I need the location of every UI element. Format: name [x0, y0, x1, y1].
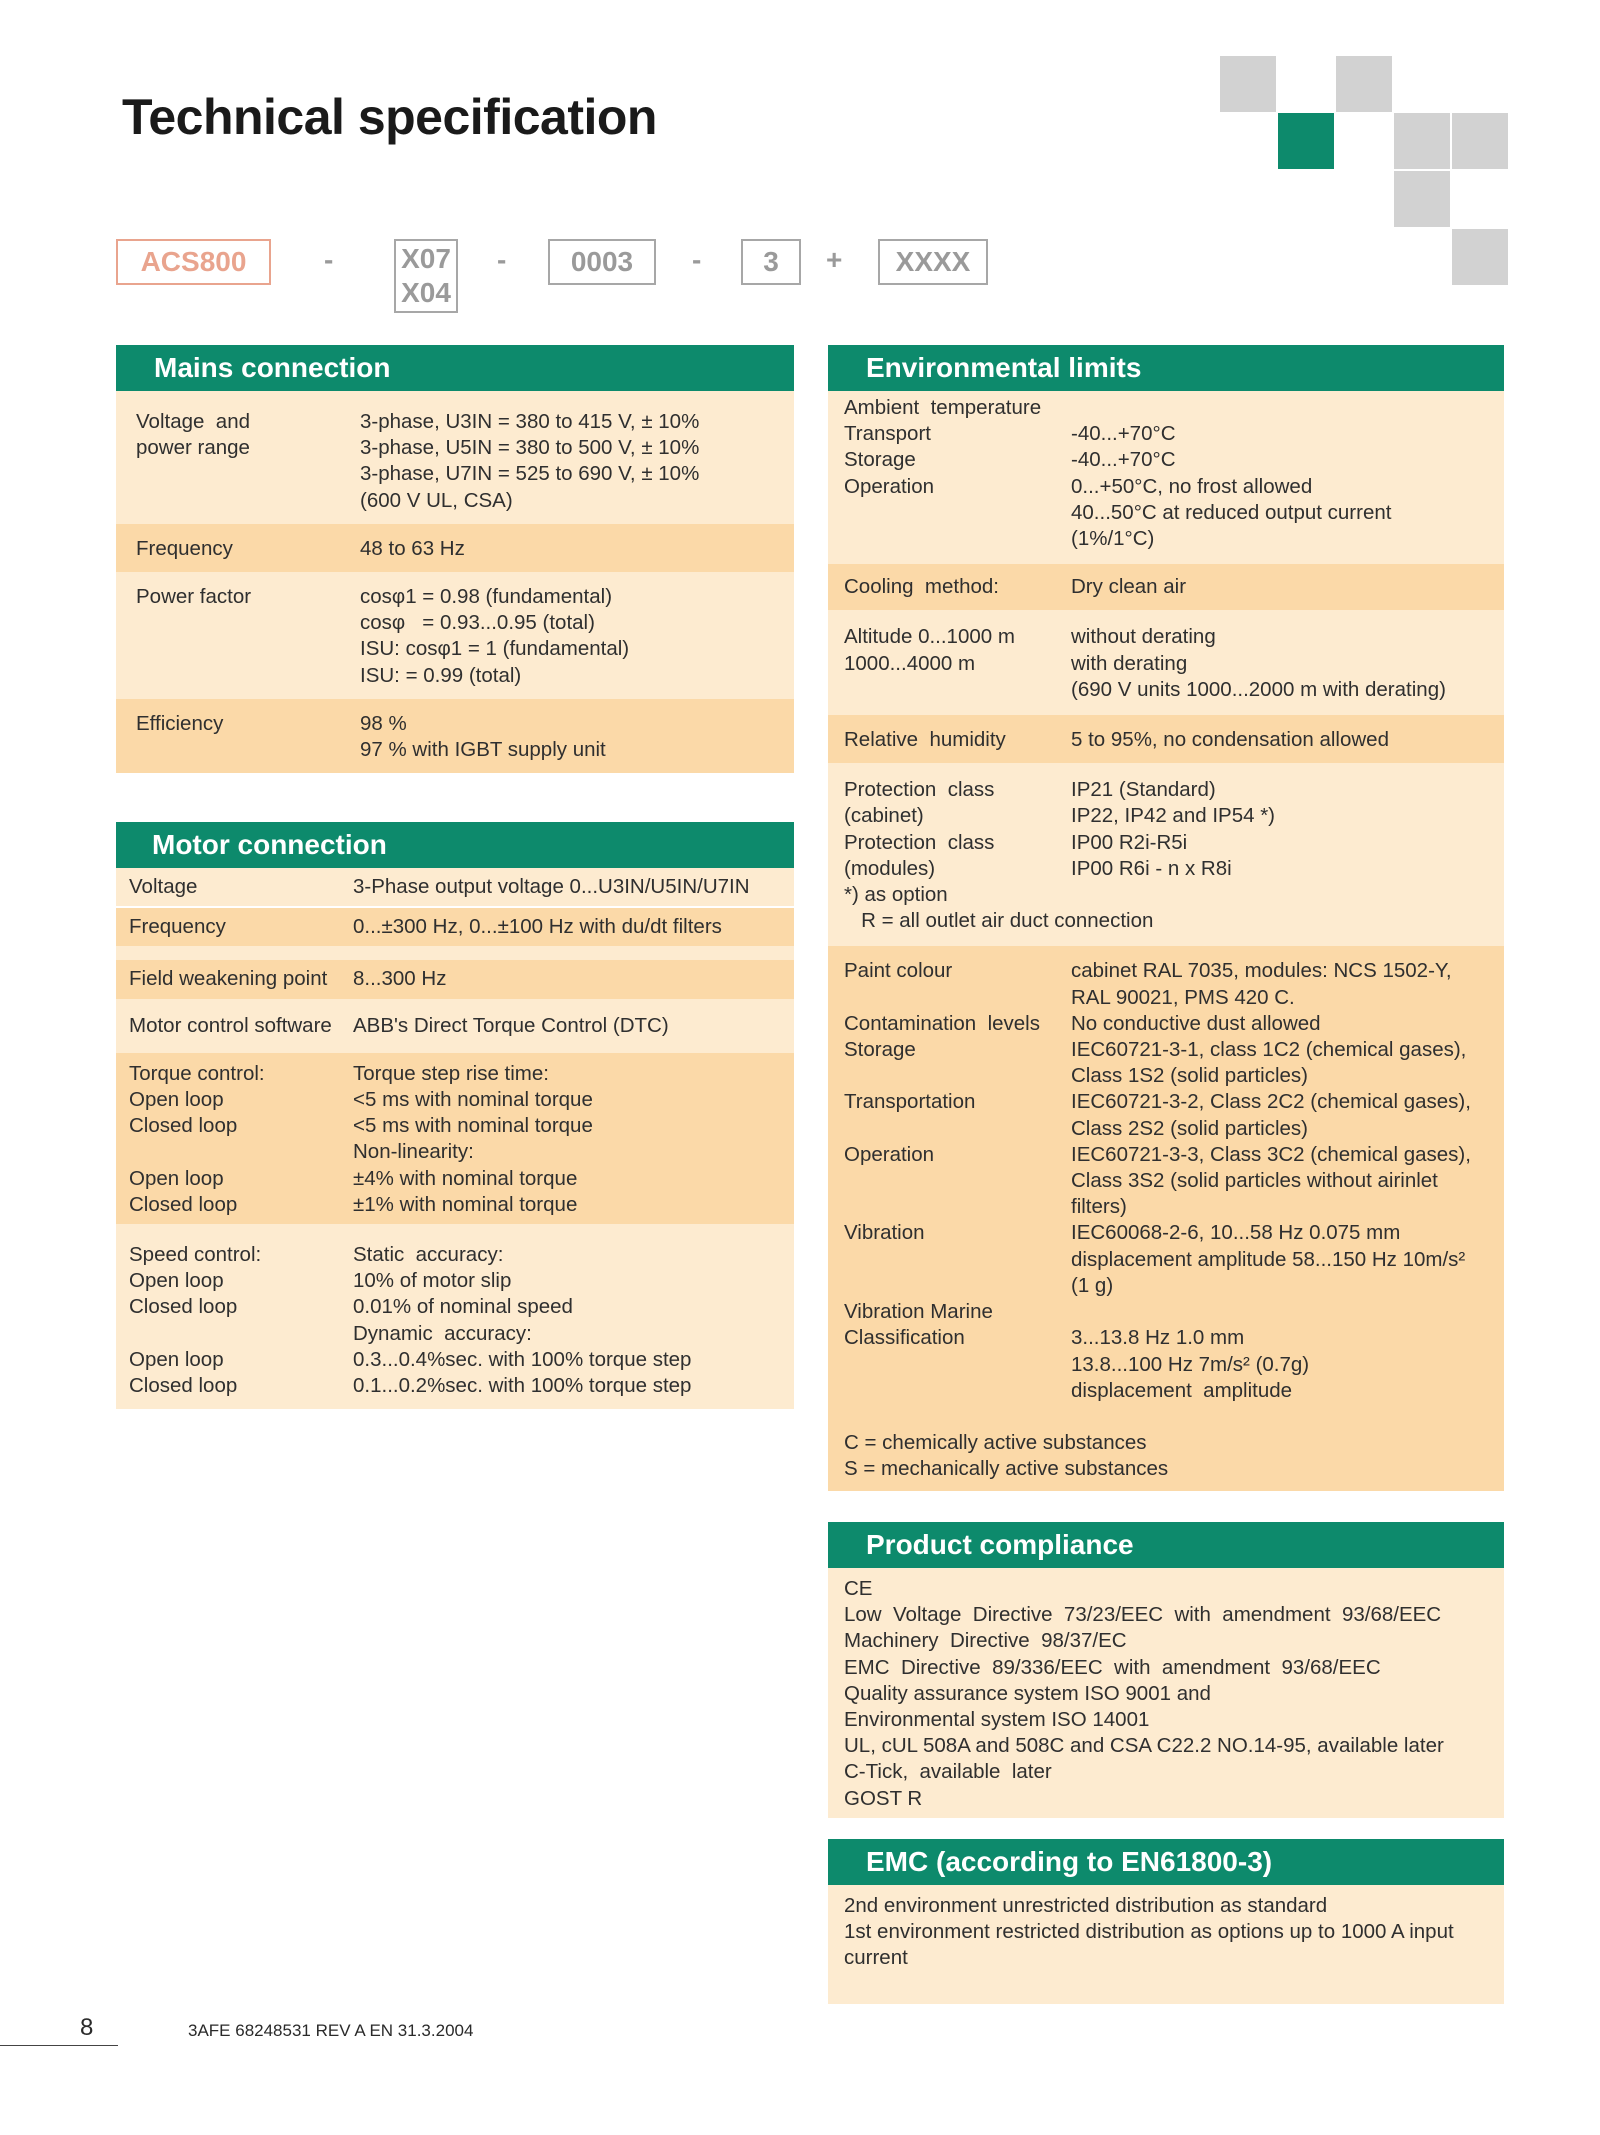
- spec-label: Speed control: Open loop Closed loop Open loop Closed loop: [129, 1243, 262, 1398]
- footer-rule: [0, 2045, 118, 2046]
- type-code-voltage: 3: [741, 239, 801, 285]
- spec-value: Torque step rise time: <5 ms with nominal torque <5 ms with nominal torque Non-linearity: ±4% with nominal torque ±1% with nominal torque: [353, 1061, 593, 1216]
- spec-value: 98 % 97 % with IGBT supply unit: [360, 711, 606, 762]
- mains-connection-heading: Mains connection: [116, 345, 794, 391]
- motor-connection-heading: Motor connection: [116, 822, 794, 868]
- spec-row-torque-control: [116, 1053, 794, 1224]
- spec-value: cabinet RAL 7035, modules: NCS 1502-Y, RAL 90021, PMS 420 C. No conductive dust allowed IEC60721-3-1, class 1C2 (chemical gases), Class 1S2 (solid particles) IEC60721-3-2, Class 2C2 (chemical gases), Class 2S2 (solid particles) IEC60721-3-3, Class 3C2 (chemical gases), Class 3S2 (solid particles without airinlet filters) IEC60068-2-6, 10...58 Hz 0.075 mm displacement amplitude 58...150 Hz 10m/s² (1 g) 3...13.8 Hz 1.0 mm 13.8...100 Hz 7m/s² (0.7g) displacement amplitude: [1071, 959, 1471, 1402]
- spec-row-voltage: [116, 397, 794, 524]
- deco-square: [1336, 56, 1392, 112]
- spec-value: IP21 (Standard) IP22, IP42 and IP54 *) IP00 R2i-R5i IP00 R6i - n x R8i: [1071, 778, 1275, 880]
- type-code-separator: -: [324, 244, 334, 275]
- spec-label: Torque control: Open loop Closed loop Open loop Closed loop: [129, 1061, 265, 1216]
- deco-square: [1452, 113, 1508, 169]
- emc-panel: [828, 1839, 1504, 2004]
- environmental-limits-panel: [828, 345, 1504, 1491]
- spec-row-efficiency: [116, 699, 794, 773]
- spec-row-voltage: [116, 868, 794, 906]
- spec-value: cosφ1 = 0.98 (fundamental) cosφ = 0.93...0.95 (total) ISU: cosφ1 = 1 (fundamental) ISU: = 0.99 (total): [360, 585, 630, 687]
- spec-value: without derating with derating (690 V units 1000...2000 m with derating): [1071, 625, 1446, 701]
- spec-row-relative-humidity: [828, 715, 1504, 763]
- spec-row-control-software: [116, 999, 794, 1053]
- spec-label: Power factor: [136, 585, 252, 609]
- type-code-separator: +: [826, 244, 843, 275]
- spec-value: 48 to 63 Hz: [360, 536, 465, 560]
- type-code-variant: [394, 239, 458, 313]
- spec-label: Voltage and power range: [136, 410, 250, 460]
- spec-value: Dry clean air: [1071, 575, 1187, 599]
- spec-row-frequency: [116, 524, 794, 572]
- type-code-options: XXXX: [878, 239, 988, 285]
- spec-value: ABB's Direct Torque Control (DTC): [353, 1013, 669, 1037]
- emc-text: 2nd environment unrestricted distribution as standard 1st environment restricted distribution as options up to 1000 A input current: [828, 1885, 1504, 2004]
- deco-square-green: [1278, 113, 1334, 169]
- product-compliance-text: CE Low Voltage Directive 73/23/EEC with amendment 93/68/EEC Machinery Directive 98/37/EC EMC Directive 89/336/EEC with amendment 93/68/EEC Quality assurance system ISO 9001 and Environmental system ISO 14001 UL, cUL 508A and 508C and CSA C22.2 NO.14-95, available later C-Tick, available later GOST R: [828, 1568, 1504, 1818]
- type-code-size: 0003: [548, 239, 656, 285]
- spacer: [116, 946, 794, 960]
- type-code-drive: ACS800: [116, 239, 271, 285]
- deco-square: [1394, 113, 1450, 169]
- spec-label: Cooling method:: [844, 575, 999, 599]
- spec-label: Ambient temperature Transport Storage Operation: [844, 396, 1042, 498]
- spec-value: -40...+70°C -40...+70°C 0...+50°C, no frost allowed 40...50°C at reduced output current (1%/1°C): [1071, 422, 1392, 551]
- spec-row-field-weakening: [116, 960, 794, 998]
- spec-row-frequency: [116, 908, 794, 946]
- page-title: Technical specification: [122, 89, 657, 145]
- spec-label: Motor control software: [129, 1013, 332, 1037]
- type-code-separator: -: [692, 244, 702, 275]
- spec-row-protection-class: [828, 763, 1504, 946]
- spec-label: Frequency: [136, 536, 233, 560]
- spec-value: 0...±300 Hz, 0...±100 Hz with du/dt filters: [353, 915, 722, 939]
- spec-label: Frequency: [129, 915, 226, 939]
- spec-label: Field weakening point: [129, 967, 328, 991]
- environmental-limits-heading: Environmental limits: [828, 345, 1504, 391]
- page-number: 8: [80, 2014, 94, 2041]
- mains-connection-panel: [116, 345, 794, 773]
- spec-label: Altitude 0...1000 m 1000...4000 m: [844, 625, 1015, 675]
- spec-label: Voltage: [129, 875, 198, 898]
- spec-value: 5 to 95%, no condensation allowed: [1071, 728, 1389, 752]
- deco-square: [1452, 229, 1508, 285]
- emc-heading: EMC (according to EN61800-3): [828, 1839, 1504, 1885]
- spec-value: 3-Phase output voltage 0...U3IN/U5IN/U7IN: [353, 875, 750, 898]
- deco-square: [1394, 171, 1450, 227]
- spec-row-ambient-temperature: [828, 391, 1504, 564]
- spec-row-paint-contamination-vibration: [828, 946, 1504, 1490]
- spec-label: Protection class (cabinet) Protection class (modules) *) as option R = all outlet air duct connection: [844, 778, 1154, 933]
- type-code-variant-1: X07: [401, 243, 451, 274]
- spec-row-cooling-method: [828, 564, 1504, 610]
- document-id: 3AFE 68248531 REV A EN 31.3.2004: [188, 2021, 474, 2040]
- type-code-separator: -: [497, 244, 507, 275]
- spec-label: Relative humidity: [844, 728, 1006, 752]
- spec-value: Static accuracy: 10% of motor slip 0.01% of nominal speed Dynamic accuracy: 0.3...0.4%sec. with 100% torque step 0.1...0.2%sec. with 100% torque step: [353, 1243, 692, 1398]
- spec-label: Efficiency: [136, 711, 224, 735]
- spec-label: Paint colour Contamination levels Storage Transportation Operation Vibration Vibration Marine Classification C = chemically active substances S = mechanically active substances: [844, 959, 1169, 1481]
- spec-value: 3-phase, U3IN = 380 to 415 V, ± 10% 3-phase, U5IN = 380 to 500 V, ± 10% 3-phase, U7IN = 525 to 690 V, ± 10% (600 V UL, CSA): [360, 410, 700, 512]
- spec-row-power-factor: [116, 572, 794, 699]
- product-compliance-heading: Product compliance: [828, 1522, 1504, 1568]
- spec-row-speed-control: [116, 1224, 794, 1409]
- type-code-variant-2: X04: [401, 277, 451, 308]
- spec-row-altitude: [828, 610, 1504, 715]
- motor-connection-panel: [116, 822, 794, 1409]
- spec-value: 8...300 Hz: [353, 967, 447, 991]
- product-compliance-panel: [828, 1522, 1504, 1818]
- deco-square: [1220, 56, 1276, 112]
